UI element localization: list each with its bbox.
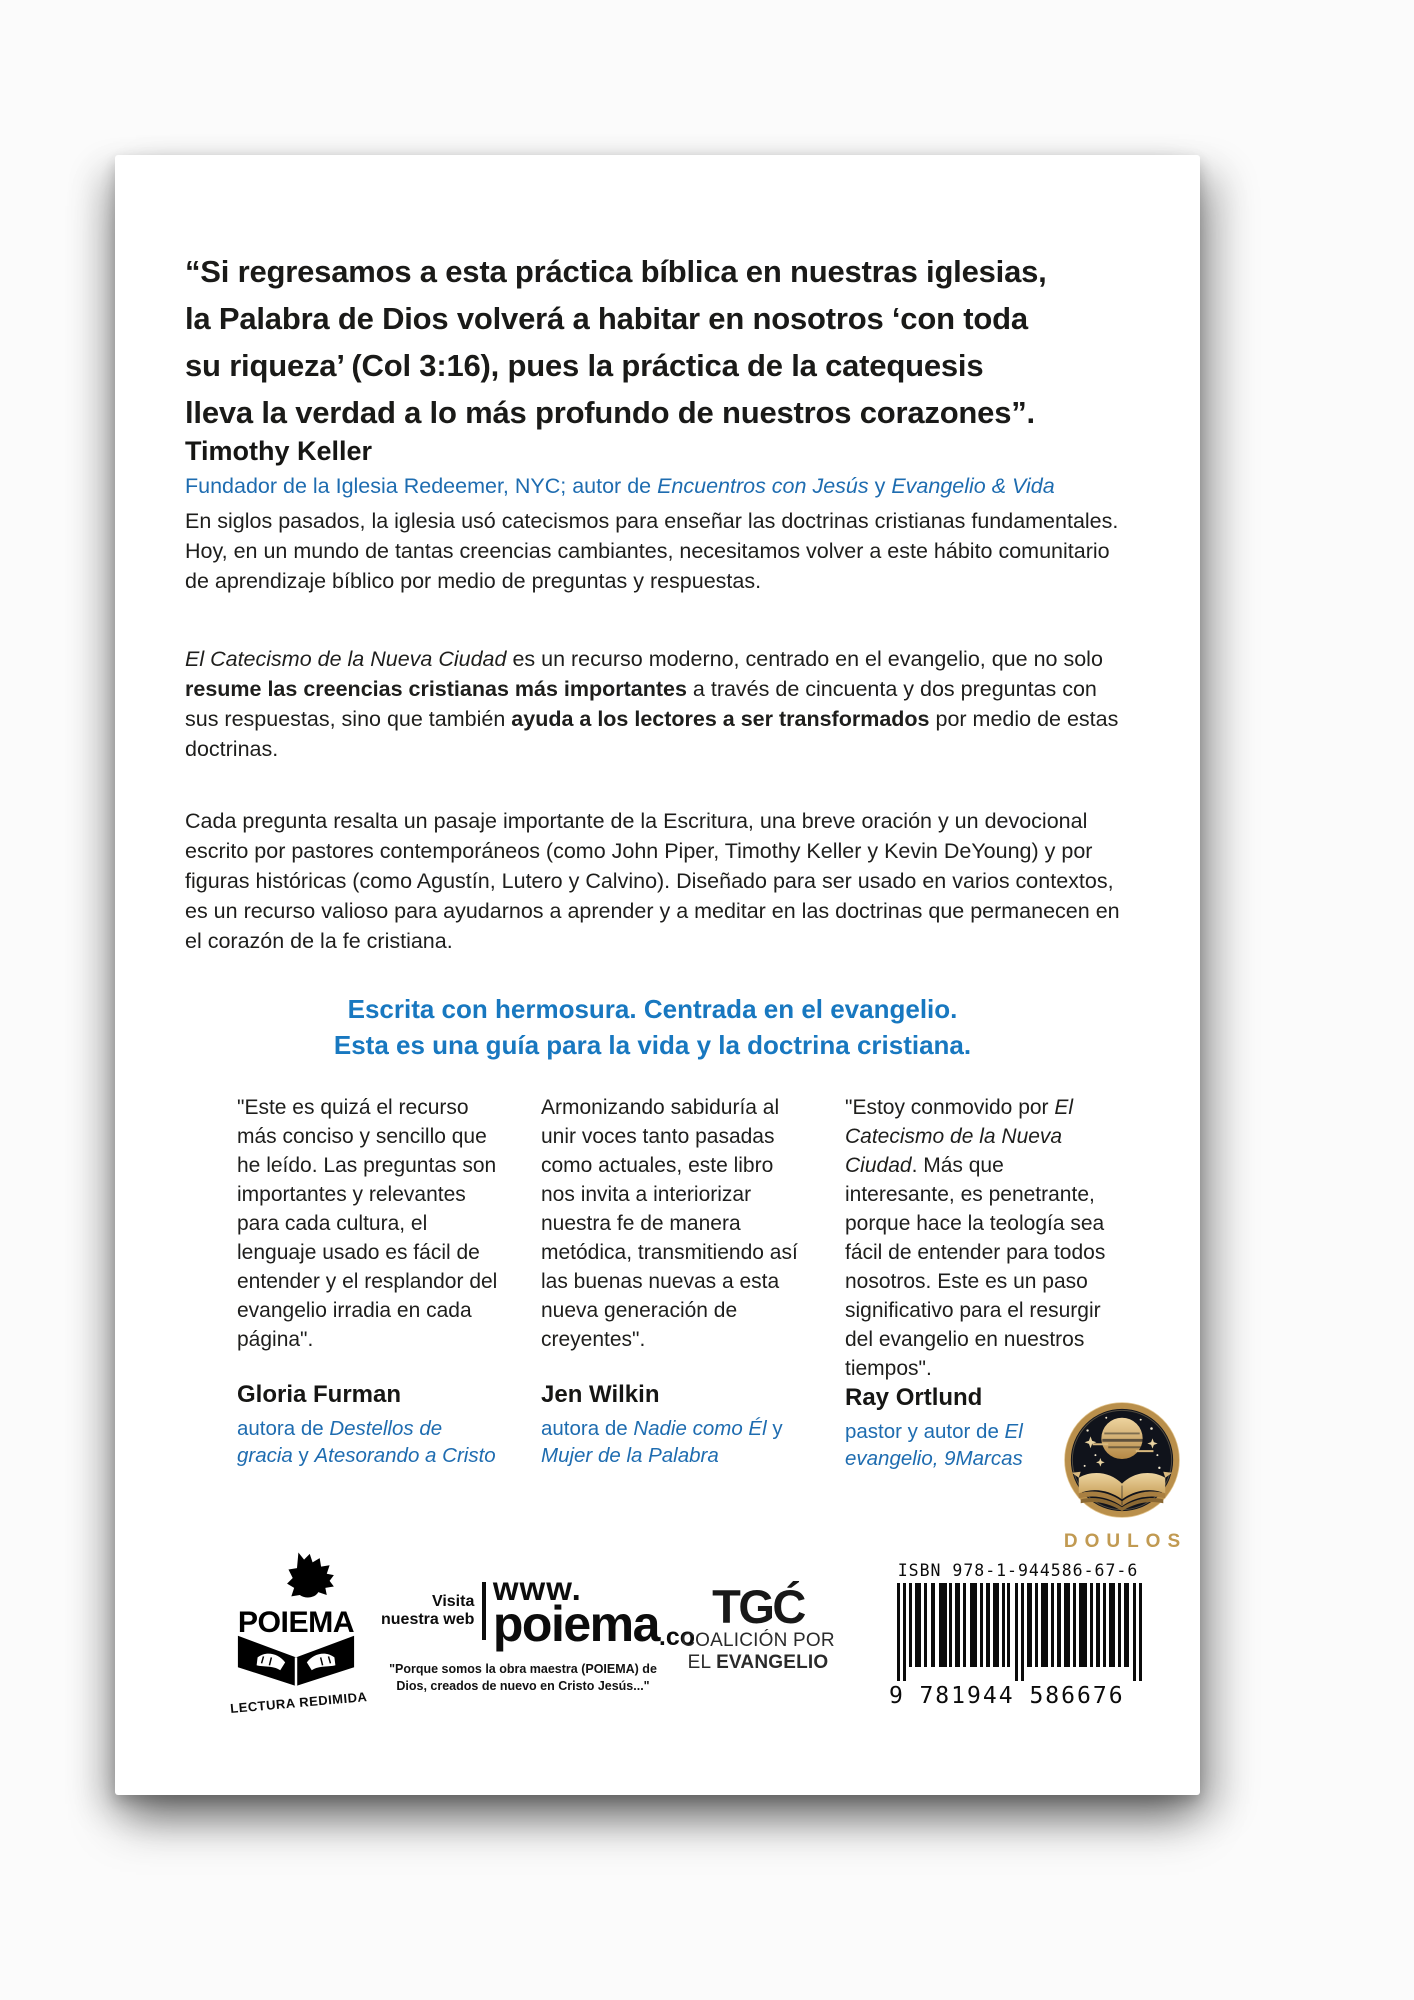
- book-back-cover: [115, 155, 1200, 1795]
- doulos-wordmark: DOULOS: [1063, 1531, 1188, 1552]
- poiema-emblem-icon: [232, 1551, 360, 1687]
- website-domain: poiema: [492, 1596, 659, 1653]
- tgc-line-2-bold: EVANGELIO: [716, 1652, 829, 1673]
- testimonial-quote: Armonizando sabiduría al unir voces tanto pasadas como actuales, este libro nos invita a interiorizar nuestra fe de manera metódica, transmitiendo así las buenas nuevas a esta nueva generación de creyentes".: [541, 1096, 798, 1351]
- barcode-digits: [891, 1683, 1145, 1709]
- website-url: [492, 1570, 696, 1653]
- website-www: www.: [492, 1570, 582, 1607]
- barcode-bars: [891, 1583, 1145, 1683]
- headline-quote-line: la Palabra de Dios volverá a habitar en nosotros ‘con toda: [185, 301, 1028, 336]
- testimonial-column: [541, 1093, 806, 1472]
- description-paragraph-3: Cada pregunta resalta un pasaje importante de la Escritura, una breve oración y un devocional escrito por pastores contemporáneos (como John Piper, Timothy Keller y Kevin DeYoung) y por figuras históricas (como Agustín, Lutero y Calvino). Diseñado para ser usado en varios contextos, es un recurso valioso para ayudarnos a aprender y a meditar en las doctrinas que permanecen en el corazón de la fe cristiana.: [185, 809, 1120, 953]
- poiema-logo: [229, 1551, 368, 1716]
- isbn-label: ISBN 978-1-944586-67-6: [897, 1561, 1139, 1580]
- testimonial-author: Jen Wilkin: [541, 1381, 660, 1408]
- doulos-emblem-icon: [1063, 1401, 1181, 1519]
- tgc-line-1: COALICIÓN POR: [681, 1630, 835, 1651]
- testimonial-author: Ray Ortlund: [845, 1384, 983, 1411]
- headline-quote: [185, 248, 1145, 436]
- endorser-attribution: Fundador de la Iglesia Redeemer, NYC; autor de Encuentros con Jesús y Evangelio & Vida: [185, 474, 1055, 498]
- website-visit-line: Visita: [431, 1592, 475, 1610]
- tagline-line-2: Esta es una guía para la vida y la doctrina cristiana.: [333, 1030, 972, 1060]
- website-lockup: [381, 1570, 696, 1653]
- doulos-logo: [1052, 1401, 1192, 1553]
- barcode-digit-group: 586676: [1029, 1683, 1125, 1709]
- tgc-line-2-prefix: EL: [687, 1652, 717, 1673]
- poiema-tagline: LECTURA REDIMIDA: [229, 1689, 368, 1716]
- tgc-logo: [681, 1580, 835, 1674]
- publisher-verse: "Porque somos la obra maestra (POIEMA) de Dios, creados de nuevo en Cristo Jesús...": [389, 1662, 657, 1693]
- testimonial-column: [237, 1093, 502, 1472]
- testimonial-attribution: autora de Nadie como Él y Mujer de la Palabra: [541, 1417, 783, 1467]
- website-tld: .co: [658, 1623, 696, 1652]
- description-paragraph-2: El Catecismo de la Nueva Ciudad es un recurso moderno, centrado en el evangelio, que no solo resume las creencias cristianas más importantes a través de cincuenta y dos preguntas con sus respuestas, sino que también ayuda a los lectores a ser transformados por medio de estas doctrinas.: [185, 647, 1119, 761]
- tgc-line-2: [681, 1652, 835, 1674]
- testimonial-author: Gloria Furman: [237, 1381, 402, 1408]
- endorser-name: Timothy Keller: [185, 436, 373, 466]
- testimonial-quote: "Estoy conmovido por El Catecismo de la Nueva Ciudad. Más que interesante, es penetrante, porque hace la teología sea fácil de entender para todos nosotros. Este es un paso significativo para el resurgir del evangelio en nuestros tiempos".: [845, 1096, 1106, 1380]
- svg-text:POIEMA: POIEMA: [237, 1605, 355, 1639]
- tagline-line-1: Escrita con hermosura. Centrada en el evangelio.: [347, 994, 958, 1024]
- isbn-barcode: [891, 1561, 1145, 1709]
- testimonials-section: [237, 1093, 1110, 1472]
- headline-quote-line: su riqueza’ (Col 3:16), pues la práctica de la catequesis: [185, 348, 984, 383]
- description-paragraph-1: En siglos pasados, la iglesia usó catecismos para enseñar las doctrinas cristianas fundamentales. Hoy, en un mundo de tantas creencias cambiantes, necesitamos volver a este hábito comunitario de aprendizaje bíblico por medio de preguntas y respuestas.: [185, 509, 1119, 593]
- website-visit-label: [381, 1593, 474, 1629]
- testimonial-attribution: autora de Destellos de gracia y Atesorando a Cristo: [237, 1417, 496, 1467]
- website-visit-line: nuestra web: [381, 1610, 475, 1628]
- headline-quote-line: “Si regresamos a esta práctica bíblica en nuestras iglesias,: [185, 254, 1047, 289]
- barcode-digit-group: 9: [889, 1683, 903, 1709]
- testimonial-attribution: pastor y autor de El evangelio, 9Marcas: [845, 1420, 1023, 1470]
- testimonial-quote: "Este es quizá el recurso más conciso y sencillo que he leído. Las preguntas son importantes y relevantes para cada cultura, el lenguaje usado es fácil de entender y el resplandor del evangelio irradia en cada página".: [237, 1096, 498, 1351]
- barcode-digit-group: 781944: [919, 1683, 1015, 1709]
- tgc-acronym: TGĆ: [712, 1580, 804, 1633]
- tagline: [185, 991, 1120, 1063]
- headline-quote-line: lleva la verdad a lo más profundo de nuestros corazones”.: [185, 395, 1035, 430]
- website-divider: [482, 1582, 486, 1640]
